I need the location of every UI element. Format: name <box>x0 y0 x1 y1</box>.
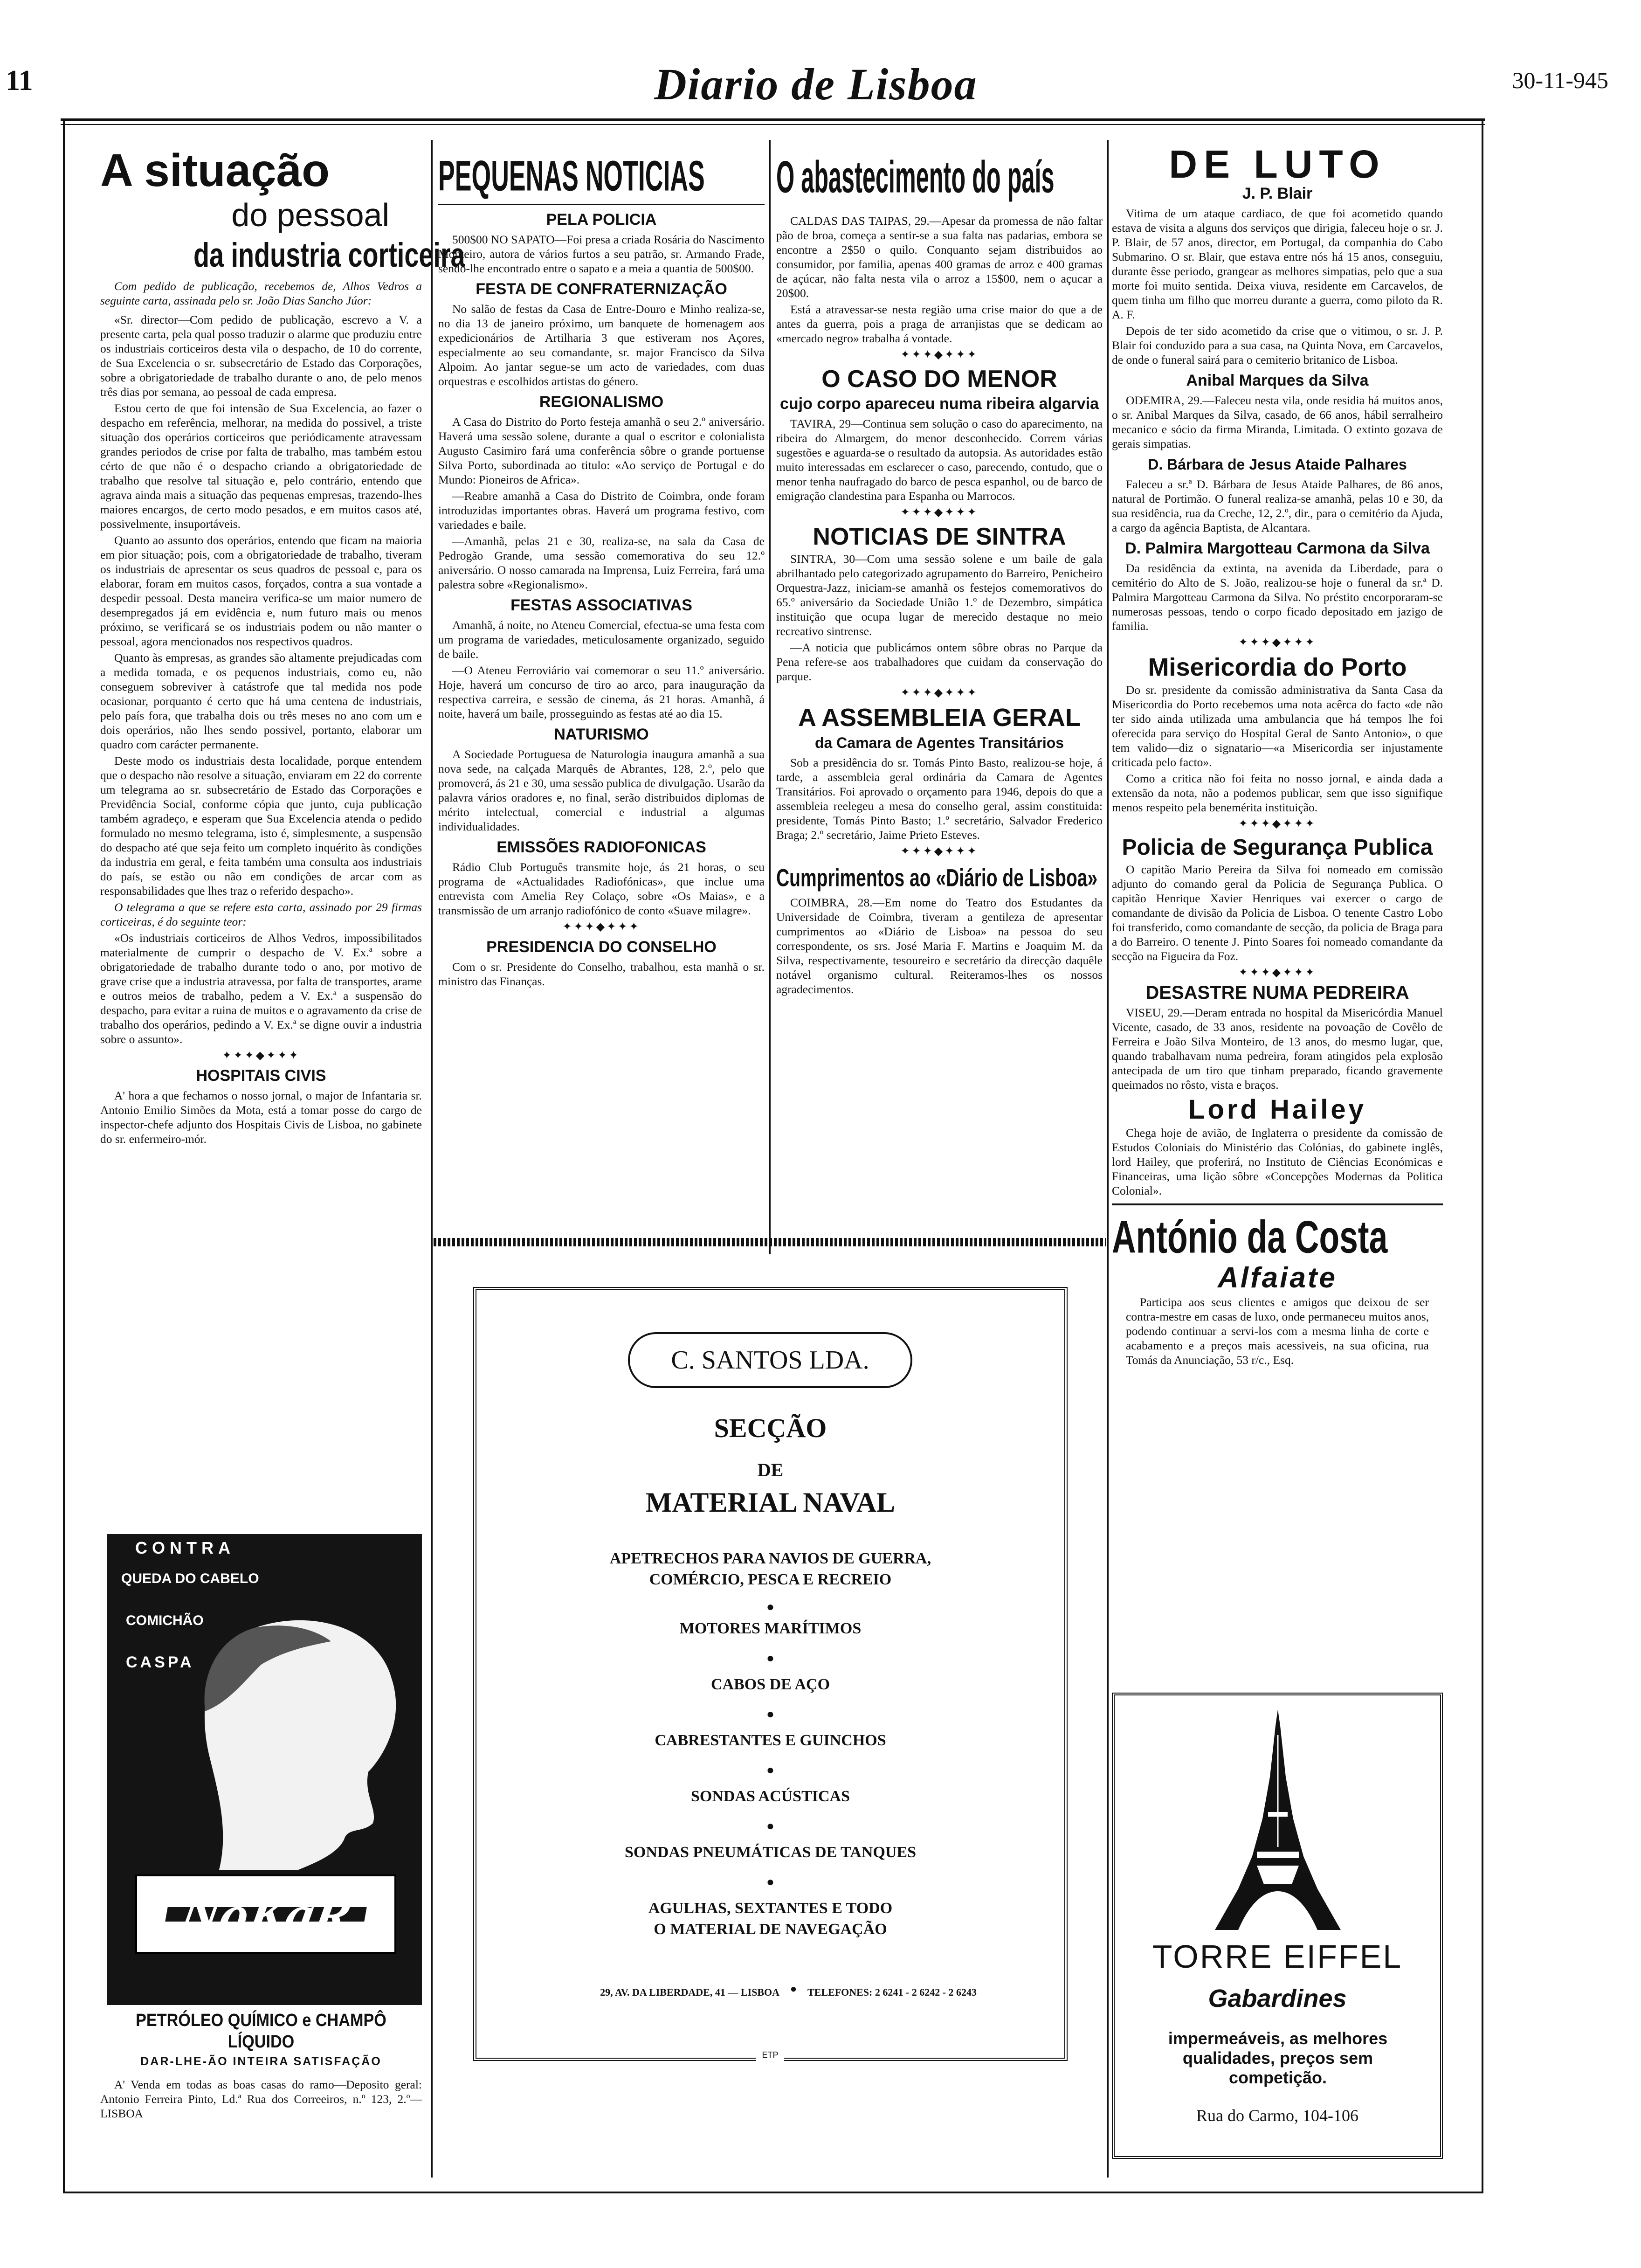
letter-p1: «Sr. director—Com pedido de publicação, escrevo a V. a presente carta, pela qual posso traduzir o alarme que produziu entre os industriais corticeiros desta vila o despacho, de 10 do corrente, de Sua Excelencia o sr. subsecretário de Estado das Corporações, sobre a obrigatoriedade de trabalho durante o ano, de pelo menos três dias por semana, ao pessoal de cada empresa. <box>100 313 422 399</box>
page-number: 11 <box>6 65 33 97</box>
column-4 <box>1112 142 1443 1497</box>
ornament: ✦✦✦◆✦✦✦ <box>900 349 979 361</box>
policia-heading: Policia de Segurança Publica <box>1122 835 1433 860</box>
c-santos-agulhas: AGULHAS, SEXTANTES E TODO <box>648 1900 893 1917</box>
letter-p7: «Os industriais corticeiros de Alhos Vedros, impossibilitados materialmente de cumprir o despacho de V. Ex.ª sobre a obrigatoriedade de trabalho durante todo o ano, por motivo de grave crise que a industria atravessa, por falta de transportes, arame e outros meios de trabalho, pedem a V. Ex.ª a suspensão do despacho, para evitar a ruina de muitos e o agravamento da crise de trabalho dos operários, pedindo a V. Ex.ª se digne ouvir a industria sobre o assunto». <box>100 931 422 1046</box>
misericordia-heading: Misericordia do Porto <box>1148 653 1407 681</box>
letter-p2: Estou certo de que foi intensão de Sua Excelencia, ao fazer o despacho em referência, melhorar, na medida do possivel, a triste situação dos operários corticeiros que periódicamente atravessam grandes periodos de crise por falta de trabalho, mas também estou cérto de que não é o despacho criando a obrigatoriedade de trabalho que resolve tal situação e, pelo contrário, entendo que agrava ainda mais a situação das pequenas empresas, trazendo-lhes maiores encargos, de certo modo pesados, e em muitos casos até, possivelmente, insuportáveis. <box>100 401 422 531</box>
blair-p1: Vitima de um ataque cardiaco, de que foi acometido quando estava de visita a alguns dos serviços que dirigia, faleceu hoje o sr. J. P. Blair, de 57 anos, director, em Portugal, da companhia do Cabo Submarino. O sr. Blair, que estava entre nós há 15 anos, conseguiu, durante êsse periodo, grangear as melhores simpatias, pelo que a sua morte foi muito sentida. Deixa viuva, residente em Carcavelos, de quem tinha um filho que morreu durante a guerra, como piloto da R. A. F. <box>1112 207 1443 321</box>
sintra-p1: SINTRA, 30—Com uma sessão solene e um baile de gala abrilhantado pelo categorizado agrupamento do Barreiro, Penicheiro Orquestra-Jazz, iniciam-se amanhã os festejos comemorativos do 65.º aniversário da Sociedade União 1.º de Dezembro, simpática instituição que ocupa lugar de merecido destaque no meio recreativo sintrense. <box>776 552 1103 638</box>
assembleia-text: Sob a presidência do sr. Tomás Pinto Basto, realizou-se hoje, á tarde, a assembleia geral ordinária da Camara de Agentes Transitários. Foi aprovado o orçamento para 1946, depois do que a assembleia reelegeu a mesa do conselho geral, assim constituida: presidente, Tomás Pinto Basto; 1.º secretário, Salvador Frederico Braga; 2.º secretário, Jaime Prieto Esteves. <box>776 756 1103 842</box>
page-date: 30-11-945 <box>1512 67 1608 93</box>
headline-industria-wrap <box>100 234 465 276</box>
hospitais-heading: HOSPITAIS CIVIS <box>196 1067 326 1085</box>
desastre-heading: DESASTRE NUMA PEDREIRA <box>1145 982 1409 1003</box>
palmira-text: Da residência da extinta, na avenida da Liberdade, para o cemitério do Alto de S. João, realizou-se hoje o funeral da sr.ª D. Palmira Margotteau Carmona da Silva. No préstito encorporaram-se numerosas pessoas, tendo o corpo ficado depositado em jazigo de familia. <box>1112 561 1443 633</box>
caso-menor-text: TAVIRA, 29—Continua sem solução o caso do aparecimento, na ribeira do Almargem, do menor desconhecido. Correm várias sugestões e aguarda-se o resultado da autopsia. As autoridades estão muito interessadas em esclarecer o caso, parecendo, contudo, que o menor tenha naufragado do barco de pesca espanhol, ou de barco de emigração clandestina para Espanha ou Marrocos. <box>776 417 1103 503</box>
antonio-costa-headline: António da Costa <box>1112 1211 1388 1263</box>
lord-hailey-text: Chega hoje de avião, de Inglaterra o presidente da comissão de Estudos Coloniais do Ministério das Colónias, do gabinete inglês, lord Hailey, que proferirá, no Instituto de Ciências Económicas e Financeiras, uma lição sôbre «Concepções Modernas da Politica Colonial». <box>1112 1126 1443 1197</box>
ornament: ✦✦✦◆✦✦✦ <box>222 1050 300 1062</box>
regionalismo-p2: —Reabre amanhã a Casa do Distrito de Coimbra, onde foram introduzidas importantes obras. Haverá um programa festivo, com variedades e baile. <box>438 489 765 532</box>
c-santos-de: DE <box>757 1459 784 1480</box>
c-santos-item-5: SONDAS PNEUMÁTICAS DE TANQUES <box>624 1844 916 1861</box>
c-santos-navegacao: O MATERIAL DE NAVEGAÇÃO <box>654 1921 887 1938</box>
regionalismo-p3: —Amanhã, pelas 21 e 30, realiza-se, na sala da Casa de Pedrogão Grande, uma sessão comemorativa do seu 12.º aniversário. O nosso camarada na Imprensa, Luiz Ferreira, fará uma palestra sobre «Regionalismo». <box>438 534 765 591</box>
barbara-text: Faleceu a sr.ª D. Bárbara de Jesus Ataide Palhares, de 86 anos, natural de Portimão. O funeral realiza-se amanhã, pelas 10 e 30, da sua residência, rua da Creche, 12, 2.º, dir., para o cemitério da Ajuda, a cargo da agência Baptista, de Alcantara. <box>1112 477 1443 534</box>
c-santos-seccao: SECÇÃO <box>714 1413 827 1443</box>
cumprimentos-heading: Cumprimentos ao «Diário de Lisboa» <box>776 864 1098 892</box>
abastecimento-p2: Está a atravessar-se nesta região uma crise maior do que a de antes da guerra, pois a praga de arranjistas que se dedicam ao «mercado negro» trabalha á vontade. <box>776 303 1103 345</box>
dot: ● <box>766 1875 774 1889</box>
lord-hailey-heading: Lord Hailey <box>1188 1094 1366 1125</box>
rule <box>1112 1203 1443 1205</box>
torre-eiffel-ad <box>1112 1693 1443 2159</box>
column-3 <box>776 145 1103 1236</box>
pequenas-noticias-headline: PEQUENAS NOTICIAS <box>438 152 705 200</box>
frame-right <box>1482 121 1483 2192</box>
dot: ● <box>766 1600 774 1614</box>
c-santos-item-3: CABRESTANTES E GUINCHOS <box>655 1732 886 1749</box>
dot: ● <box>766 1651 774 1666</box>
c-santos-item-1: MOTORES MARÍTIMOS <box>679 1620 862 1637</box>
misericordia-p2: Como a critica não foi feita no nosso jornal, e ainda dada a extensão da nota, não a podemos publicar, sem que isso signifique menos respeito pela benemérita instituição. <box>1112 772 1443 814</box>
festas-p1: Amanhã, á noite, no Ateneu Comercial, efectua-se uma festa com um programa de variedades, meticulosamente organizado, seguido de baile. <box>438 618 765 661</box>
regionalismo-heading: REGIONALISMO <box>539 393 664 411</box>
c-santos-address: 29, AV. DA LIBERDADE, 41 — LISBOA <box>600 1986 779 1998</box>
ornament: ✦✦✦◆✦✦✦ <box>1238 967 1317 979</box>
top-rule <box>61 118 1485 121</box>
c-santos-ad <box>473 1287 1068 2061</box>
policia-text: 500$00 NO SAPATO—Foi presa a criada Rosária do Nascimento Monteiro, autora de vários furtos a seu patrão, sr. Armando Frade, sendo-lhe encontrado entre o sapato e a meia a quantia de 500$00. <box>438 233 765 275</box>
dot: ● <box>766 1707 774 1722</box>
bottom-rule <box>63 2192 1483 2193</box>
hospitais-text: A' hora a que fechamos o nosso jornal, o major de Infantaria sr. Antonio Emilio Simões da Mota, está a tomar posse do cargo de inspector-chefe adjunto dos Hospitais Civis de Lisboa, no gabinete do sr. enfermeiro-mór. <box>100 1089 422 1146</box>
c-santos-mark: ETP <box>756 2048 784 2062</box>
sintra-p2: —A noticia que publicámos ontem sôbre obras no Parque da Pena refere-se aos trabalhadores que cuidam da conservação do parque. <box>776 641 1103 683</box>
festas-heading: FESTAS ASSOCIATIVAS <box>510 596 692 614</box>
cumprimentos-text: COIMBRA, 28.—Em nome do Teatro dos Estudantes da Universidade de Coimbra, tiveram a gentileza de apresentar cumprimentos ao «Diário de Lisboa» na pessoa do seu correspondente, os srs. José Maria F. Martins e Joaquim M. da Silva, respectivamente, tesoureiro e secretário da direcção daquêle notável organismo cultural. Reiteramos-lhes os nossos agradecimentos. <box>776 896 1103 996</box>
caso-menor-subheading: cujo corpo apareceu numa ribeira algarvia <box>779 395 1099 413</box>
col-rule-1 <box>431 140 433 2178</box>
c-santos-item-4: SONDAS ACÚSTICAS <box>690 1788 850 1805</box>
column-2 <box>438 145 765 1236</box>
col-rule-3 <box>1107 140 1109 2178</box>
festas-p2: —O Ateneu Ferroviário vai comemorar o seu 11.º aniversário. Hoje, haverá um concurso de tiro ao arco, para inauguração da respectiva carreira, e sessão de cinema, ás 21 horas. Amanhã, á noite, haverá um baile, prosseguindo as festas até ao dia 15. <box>438 664 765 720</box>
nokar-comichao: COMICHÃO <box>126 1613 204 1628</box>
festa-text: No salão de festas da Casa de Entre-Douro e Minho realiza-se, no dia 13 de janeiro próximo, um banquete de homenagem aos expedicionários de Artilharia 3 que estiveram nos Açores, especialmente ao seu comandante, sr. major Francisco da Silva Alpoim. Ao jantar segue-se um acto de variedades, com duas orquestras e escolhidos artistas do género. <box>438 302 765 388</box>
assembleia-subheading: da Camara de Agentes Transitários <box>814 734 1064 751</box>
naturismo-heading: NATURISMO <box>554 726 649 743</box>
dot: ● <box>766 1763 774 1777</box>
pela-policia-heading: PELA POLICIA <box>546 211 657 228</box>
letter-p4: Quanto às empresas, as grandes são altamente prejudicadas com a medida tomada, e os pequenos industriais, como eu, não conseguem sobreviver à catástrofe que tal medida nos pode ocasionar, porquanto é certo que há uma centena de industriais, pelo país fora, que trabalha dois ou três meses no ano com um e dois operários, não lhes sendo possivel, portanto, elaborar um quadro com carácter permanente. <box>100 651 422 751</box>
c-santos-item-2: CABOS DE AÇO <box>710 1676 830 1693</box>
policia-seguranca-text: O capitão Mario Pereira da Silva foi nomeado em comissão adjunto do comando geral da Policia de Segurança Publica. O capitão Henrique Xavier Henriques vai exercer o cargo de comandante de divisão da Policia de Lisboa. O tenente Castro Lobo foi transferido, como comandante de secção, da policia de Braga para a do Barreiro. O tenente J. Pinto Soares foi nomeado comandante da secção na Figueira da Foz. <box>1112 863 1443 963</box>
c-santos-company: C. SANTOS LDA. <box>628 1332 912 1388</box>
letter-p3: Quanto ao assunto dos operários, entendo que ficam na maioria em pior situação; pois, com a obrigatoriedade de trabalho, tiveram os industriais de apresentar os seus quadros de pessoal e, para os elaborar, foram em muitos casos, forçados, contra a sua vontade a despedir pessoal. Desta maneira verifica-se um maior numero de desempregados já em evidência e, num futuro mais ou menos próximo, se verificará se os industriais podem ou não manter o pessoal, agora mencionados nos respectivos quadros. <box>100 533 422 648</box>
headline-pessoal: do pessoal <box>231 197 389 233</box>
naturismo-text: A Sociedade Portuguesa de Naturologia inaugura amanhã a sua nova sede, na calçada Marquês de Abrantes, 128, 2.º, pelo que promoverá, ás 21 e 30, uma sessão publica de divulgação. Usarão da palavra vários oradores e, no final, serão distribuidos diplomas de mérito intelectual, comercial e industrial a algumas individualidades. <box>438 747 765 833</box>
top-rule-thin <box>61 124 1485 125</box>
c-santos-phones: TELEFONES: 2 6241 - 2 6242 - 2 6243 <box>807 1986 977 1998</box>
headline-situacao: A situação <box>100 145 330 196</box>
desastre-text: VISEU, 29.—Deram entrada no hospital da Misericórdia Manuel Vicente, casado, de 33 anos, residente na povoação de Covêlo de Ferreira e João Silva Monteiro, de 13 anos, do mesmo lugar, que, quando trabalhavam numa pedreira, foram atingidos pela explosão antecipada de um tiro que tinham preparado, ficando gravemente queimados no rôsto, vista e braços. <box>1112 1006 1443 1092</box>
ornament: ✦✦✦◆✦✦✦ <box>900 845 979 857</box>
abastecimento-head-wrap <box>776 145 1103 210</box>
radio-heading: EMISSÕES RADIOFONICAS <box>496 838 706 856</box>
c-santos-apetrechos: APETRECHOS PARA NAVIOS DE GUERRA, <box>609 1550 931 1567</box>
torre-eiffel-name: TORRE EIFFEL <box>1152 1938 1403 1975</box>
alfaiate-headline: Alfaiate <box>1218 1262 1337 1294</box>
torre-eiffel-address: Rua do Carmo, 104-106 <box>1196 2106 1358 2125</box>
caso-menor-heading: O CASO DO MENOR <box>821 366 1057 393</box>
nokar-brand: NoKaR <box>165 1907 366 1922</box>
eiffel-tower-icon <box>1210 1707 1345 1931</box>
alfaiate-text: Participa aos seus clientes e amigos que deixou de ser contra-mestre em casas de luxo, onde permaneceu muitos anos, podendo continuar a servi-los com a mesma linha de corte e acabamento e a preços mais acessiveis, na sua oficina, rua Tomás da Anunciação, 53 r/c., Esq. <box>1126 1295 1429 1367</box>
assembleia-heading: A ASSEMBLEIA GERAL <box>798 704 1081 732</box>
ornament: ✦✦✦◆✦✦✦ <box>562 921 641 933</box>
nokar-queda: QUEDA DO CABELO <box>121 1571 259 1586</box>
presidencia-text: Com o sr. Presidente do Conselho, trabalhou, esta manhã o sr. ministro das Finanças. <box>438 960 765 988</box>
nokar-caspa: CASPA <box>126 1653 194 1671</box>
nokar-product: PETRÓLEO QUÍMICO e CHAMPÔ LÍQUIDO <box>136 2011 386 2052</box>
blair-p2: Depois de ter sido acometido da crise que o vitimou, o sr. J. P. Blair foi conduzido para a sua casa, na Quinta Nova, em Carcavelos, de onde o funeral sairá para o cemiterio britanico de Lisboa. <box>1112 324 1443 366</box>
ornament: ✦✦✦◆✦✦✦ <box>900 687 979 699</box>
abastecimento-p1: CALDAS DAS TAIPAS, 29.—Apesar da promessa de não faltar pão de broa, começa a sentir-se a sua falta nas padarias, embora se encontre a 2$50 o quilo. Conquanto sejam distribuidos ao consumidor, por familia, apenas 400 gramas de arroz e 400 gramas de açúcar, não falta nesta vila o arroz a 15$00, nem o açucar a 20$00. <box>776 214 1103 300</box>
c-santos-comercio: COMÉRCIO, PESCA E RECREIO <box>649 1571 892 1588</box>
anibal-text: ODEMIRA, 29.—Faleceu nesta vila, onde residia há muitos anos, o sr. Anibal Marques da Silva, casado, de 66 anos, hábil serralheiro mecanico e sócio da firma Miranda, Limitada. O extinto gozava de gerais simpatias. <box>1112 394 1443 450</box>
nokar-brand-box <box>135 1874 396 1954</box>
presidencia-heading: PRESIDENCIA DO CONSELHO <box>486 938 717 956</box>
nokar-satisfacao: DAR-LHE-ÃO INTEIRA SATISFAÇÃO <box>140 2055 382 2068</box>
frame-left <box>63 121 65 2192</box>
ad-top-rule <box>434 1238 1106 1246</box>
col-rule-2 <box>769 140 771 1254</box>
de-luto-headline: DE LUTO <box>1169 142 1386 186</box>
dot: ● <box>766 1819 774 1833</box>
nokar-ad <box>107 1534 422 2005</box>
antonio-head-wrap <box>1112 1210 1443 1261</box>
torre-eiffel-text: impermeáveis, as melhores qualidades, preços sem competição. <box>1168 2029 1388 2087</box>
masthead-title: Diario de Lisboa <box>654 59 978 109</box>
pequenas-head-wrap <box>438 145 765 205</box>
palmira-name: D. Palmira Margotteau Carmona da Silva <box>1125 539 1430 557</box>
blair-name: J. P. Blair <box>1242 185 1313 202</box>
misericordia-p1: Do sr. presidente da comissão administrativa da Santa Casa da Misericordia do Porto recebemos uma nota acêrca do facto «de não ter sido ainda utilizada uma ambulancia que há tempos lhe foi oferecida para serviço do Hospital Geral de Santo Antonio», o que tem valido—diz o signatario—«a Misericordia ser injustamente criticada pelo facto». <box>1112 683 1443 769</box>
nokar-caption <box>100 2010 422 2192</box>
festa-heading: FESTA DE CONFRATERNIZAÇÃO <box>476 280 727 298</box>
headline-industria: da industria corticeira <box>193 236 465 275</box>
ornament: ✦✦✦◆✦✦✦ <box>1238 818 1317 830</box>
dot: ● <box>790 1983 797 1995</box>
anibal-name: Anibal Marques da Silva <box>1186 372 1369 389</box>
letter-p5: Deste modo os industriais desta localidade, porque entendem que o despacho não resolve a situação, enviaram em 22 do corrente um telegrama ao sr. subsecretário de Estado das Corporações e Previdência Social, conforme cópia que junto, cuja publicação também agradeço, e esperam que Sua Excelencia atenda o pedido formulado no mesmo telegrama, isto é, simplesmente, a suspensão do despacho até que seja feito um completo inquérito às condições da industria em geral, e feita também uma consulta aos industriais do país, se estão ou não em condições de arcar com as responsabilidades que lhes traz o referido despacho». <box>100 754 422 898</box>
nokar-venda: A' Venda em todas as boas casas do ramo—Deposito geral: Antonio Ferreira Pinto, Ld.ª Rua dos Correeiros, n.º 123, 2.º—LISBOA <box>100 2078 422 2120</box>
cumprimentos-head-wrap <box>776 861 1103 895</box>
ornament: ✦✦✦◆✦✦✦ <box>1238 636 1317 649</box>
letter-p6: O telegrama a que se refere esta carta, assinado por 29 firmas corticeiras, é do seguinte teor: <box>100 900 422 928</box>
sintra-heading: NOTICIAS DE SINTRA <box>813 523 1066 550</box>
nokar-contra: CONTRA <box>135 1538 235 1557</box>
c-santos-material-naval: MATERIAL NAVAL <box>645 1487 896 1518</box>
abastecimento-headline: O abastecimento do país <box>776 151 1055 202</box>
ornament: ✦✦✦◆✦✦✦ <box>900 506 979 519</box>
radio-text: Rádio Club Português transmite hoje, ás 21 horas, o seu programa de «Actualidades Radiofónicas», que inclue uma entrevista com Amelia Rey Colaço, sobre «Os Maias», e a transmissão de um arranjo radiofónico de conto «Suave milagre». <box>438 860 765 917</box>
woman-profile-illustration <box>191 1609 410 1870</box>
regionalismo-p1: A Casa do Distrito do Porto festeja amanhã o seu 2.º aniversário. Haverá uma sessão solene, durante a qual o escritor e colonialista Augusto Casimiro fará uma conferência sôbre o grande portuense Silva Porto, subordinada ao titulo: «Ao serviço de Portugal e do Mundo: Pioneiros de Africa». <box>438 415 765 486</box>
gabardines: Gabardines <box>1208 1984 1347 2012</box>
barbara-name: D. Bárbara de Jesus Ataide Palhares <box>1148 456 1407 473</box>
intro-text: Com pedido de publicação, recebemos de, Alhos Vedros a seguinte carta, assinada pelo sr. João Dias Sancho Júor: <box>100 279 422 307</box>
